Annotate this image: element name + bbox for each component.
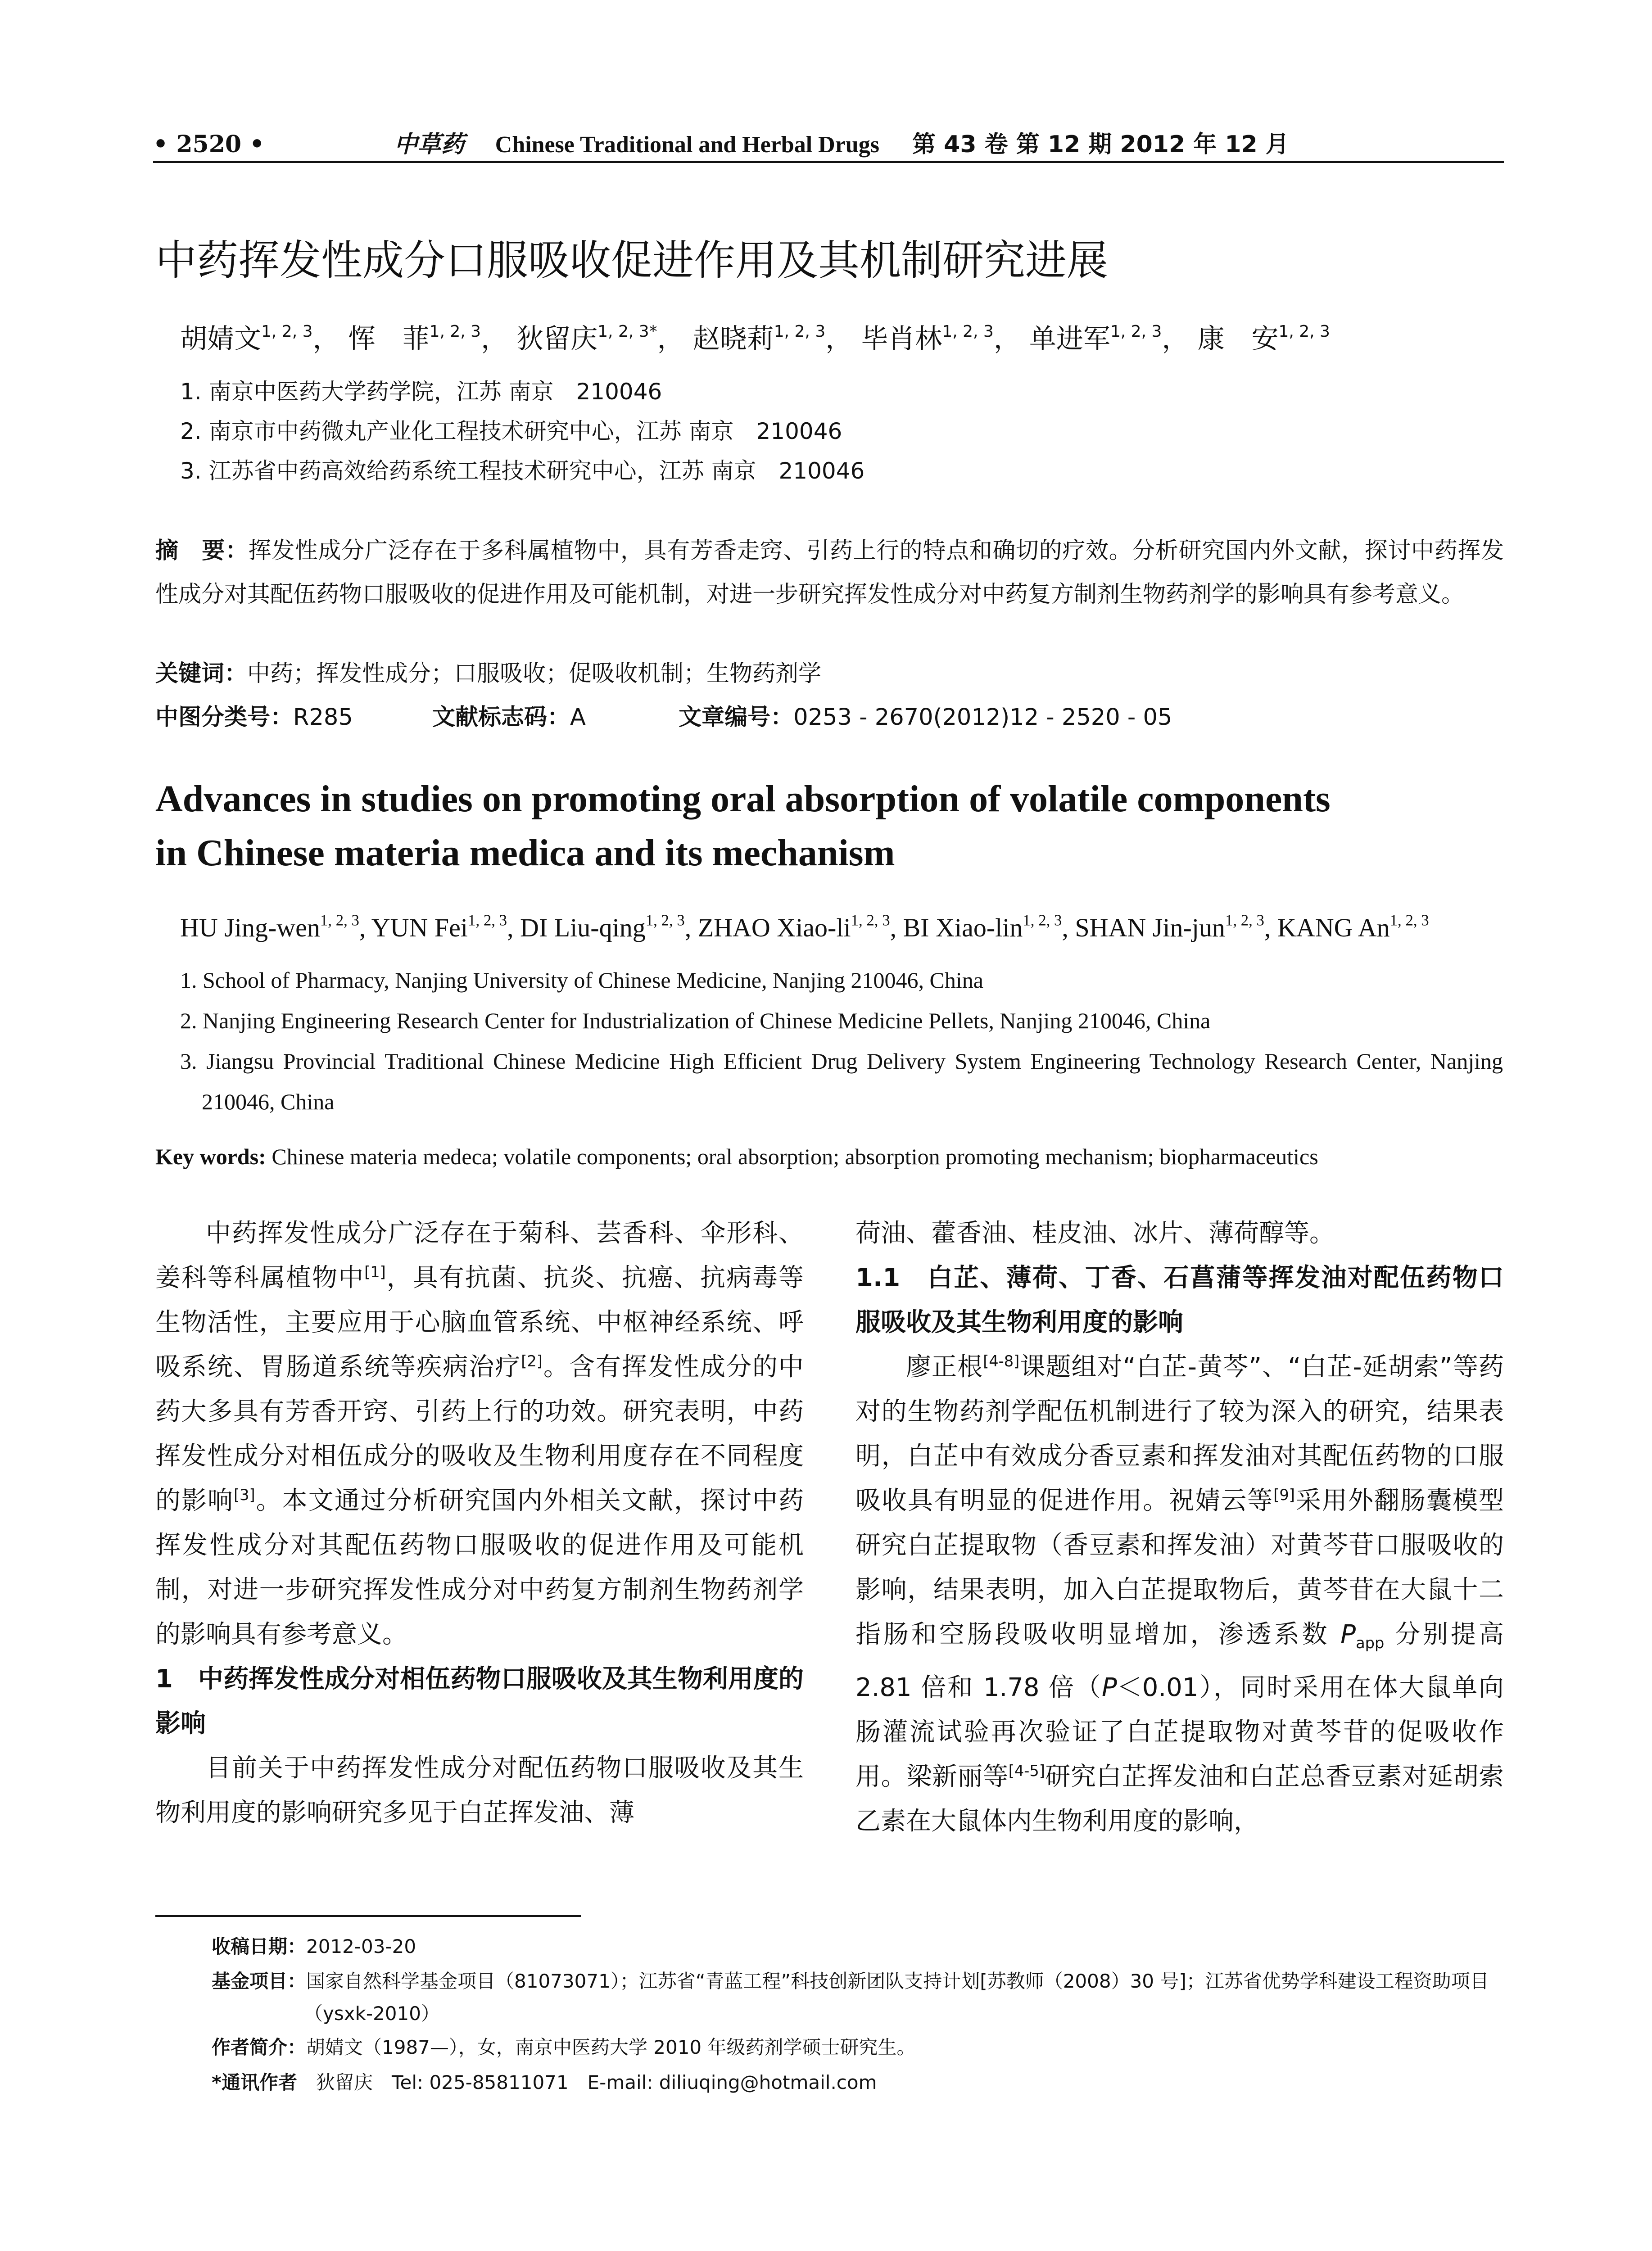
- keywords-text: 中药；挥发性成分；口服吸收；促吸收机制；生物药剂学: [247, 660, 822, 687]
- body-right-column: [855, 1211, 1504, 1844]
- author-en: ZHAO Xiao-li$^{1, 2, 3}$,: [697, 912, 903, 943]
- footnote-received: 收稿日期：2012-03-20: [212, 1935, 416, 1957]
- keywords-cn: [155, 652, 1504, 696]
- clc-value: R285: [293, 704, 353, 731]
- page-number: • 2520 •: [153, 131, 265, 158]
- author-en: SHAN Jin-jun$^{1, 2, 3}$,: [1075, 912, 1277, 943]
- article-label: 文章编号：: [679, 704, 794, 731]
- footnote-correspondence: *通讯作者 狄留庆 Tel: 025-85811071 E-mail: diliuqing@hotmail.com: [212, 2071, 877, 2093]
- affiliation-en-1: 1. School of Pharmacy, Nanjing University of Chinese Medicine, Nanjing 210046, China: [180, 967, 983, 993]
- keywords-en-text: Chinese materia medeca; volatile components; oral absorption; absorption promoting mechanism; biopharmaceutics: [272, 1144, 1318, 1169]
- citation: [4-5]: [1008, 1762, 1045, 1780]
- author-cn: 毕肖林$^{1, 2, 3}$，: [861, 322, 1021, 355]
- issue-info: 第 43 卷 第 12 期 2012 年 12 月: [912, 131, 1289, 158]
- author-cn: 恽 菲$^{1, 2, 3}$，: [348, 322, 508, 355]
- paragraph: 荷油、藿香油、桂皮油、冰片、薄荷醇等。: [855, 1219, 1335, 1248]
- journal-name-en: Chinese Traditional and Herbal Drugs: [495, 132, 879, 158]
- author-en: HU Jing-wen$^{1, 2, 3}$,: [180, 912, 371, 943]
- section-heading-1-1: 1.1 白芷、薄荷、丁香、石菖蒲等挥发油对配伍药物口服吸收及其生物利用度的影响: [855, 1263, 1504, 1337]
- journal-name-cn: 中草药: [394, 131, 465, 158]
- author-en: YUN Fei$^{1, 2, 3}$,: [371, 912, 520, 943]
- footnote-author: 作者简介：胡婧文（1987—），女，南京中医药大学 2010 年级药剂学硕士研究生。: [212, 2036, 916, 2058]
- affiliation-cn-1: 1. 南京中医药大学药学院，江苏 南京 210046: [180, 379, 662, 405]
- title-en-line2: in Chinese materia medica and its mechanism: [155, 832, 895, 874]
- author-en: DI Liu-qing$^{1, 2, 3}$,: [520, 912, 698, 943]
- paragraph: 目前关于中药挥发性成分对配伍药物口服吸收及其生物利用度的影响研究多见于白芷挥发油、薄: [155, 1754, 804, 1827]
- paragraph: 中药挥发性成分广泛存在于菊科、芸香科、伞形科、姜科等科属植物中[1]，具有抗菌、抗炎、抗癌、抗病毒等生物活性，主要应用于心脑血管系统、中枢神经系统、呼吸系统、胃肠道系统等疾病治疗[2]。含有挥发性成分的中药大多具有芳香开窍、引药上行的功效。研究表明，中药挥发性成分对相伍成分的吸收及生物利用度存在不同程度的影响[3]。本文通过分析研究国内外相关文献，探讨中药挥发性成分对其配伍药物口服吸收的促进作用及可能机制，对进一步研究挥发性成分对中药复方制剂生物药剂学的影响具有参考意义。: [155, 1219, 804, 1649]
- doc-label: 文献标志码：: [432, 704, 570, 731]
- abstract-label: 摘 要：: [155, 538, 249, 564]
- citation: [2]: [521, 1352, 543, 1370]
- abstract-cn: [155, 529, 1504, 616]
- author-cn: 康 安$^{1, 2, 3}$: [1197, 322, 1330, 355]
- author-cn: 胡婧文$^{1, 2, 3}$，: [180, 322, 340, 355]
- author-en: BI Xiao-lin$^{1, 2, 3}$,: [903, 912, 1075, 943]
- keywords-en-label: Key words:: [155, 1144, 266, 1169]
- affiliation-cn-2: 2. 南京市中药微丸产业化工程技术研究中心，江苏 南京 210046: [180, 418, 842, 444]
- affiliation-en-2: 2. Nanjing Engineering Research Center for Industrialization of Chinese Medicine Pellets, Nanjing 210046, China: [180, 1008, 1211, 1033]
- section-heading-1: 1 中药挥发性成分对相伍药物口服吸收及其生物利用度的影响: [155, 1664, 804, 1738]
- authors-en: [180, 912, 1429, 943]
- citation: [1]: [364, 1263, 386, 1281]
- classification-line: [155, 696, 1504, 739]
- title-en: [155, 772, 1331, 880]
- body-left-column: [155, 1211, 804, 1835]
- abstract-text: 挥发性成分广泛存在于多科属植物中，具有芳香走窍、引药上行的特点和确切的疗效。分析研究国内外文献，探讨中药挥发性成分对其配伍药物口服吸收的促进作用及可能机制，对进一步研究挥发性成分对中药复方制剂生物药剂学的影响具有参考意义。: [155, 538, 1504, 608]
- author-cn: 单进军$^{1, 2, 3}$，: [1029, 322, 1189, 355]
- article-value: 0253 - 2670(2012)12 - 2520 - 05: [793, 704, 1172, 731]
- author-en: KANG An$^{1, 2, 3}$: [1277, 912, 1429, 943]
- citation: [3]: [234, 1486, 255, 1504]
- author-cn: 赵晓莉$^{1, 2, 3}$，: [692, 322, 853, 355]
- citation: [9]: [1273, 1486, 1295, 1504]
- affiliation-en-3: 3. Jiangsu Provincial Traditional Chinese Medicine High Efficient Drug Delivery System Engineering Technology Research Center, Nanjing 210046, China: [180, 1049, 1503, 1114]
- running-header: [153, 125, 1504, 159]
- footnote-rule: [155, 1915, 581, 1917]
- header-rule: [153, 161, 1504, 163]
- clc-label: 中图分类号：: [155, 704, 294, 731]
- affiliation-cn-3: 3. 江苏省中药高效给药系统工程技术研究中心，江苏 南京 210046: [180, 458, 865, 484]
- keywords-label: 关键词：: [155, 660, 248, 687]
- author-cn: 狄留庆$^{1, 2, 3*}$，: [516, 322, 684, 355]
- footnote-fund: 基金项目：国家自然科学基金项目（81073071）；江苏省“青蓝工程”科技创新团队支持计划[苏教师（2008）30 号]；江苏省优势学科建设工程资助项目（ysxk-2010）: [212, 1970, 1489, 2025]
- title-cn: 中药挥发性成分口服吸收促进作用及其机制研究进展: [155, 236, 1109, 285]
- title-en-line1: Advances in studies on promoting oral absorption of volatile components: [155, 778, 1331, 820]
- keywords-en: [155, 1144, 1506, 1170]
- citation: [4-8]: [983, 1352, 1020, 1370]
- paragraph: 廖正根[4-8]课题组对“白芷-黄芩”、“白芷-延胡索”等药对的生物药剂学配伍机制进行了较为深入的研究，结果表明，白芷中有效成分香豆素和挥发油对其配伍药物的口服吸收具有明显的促进作用。祝婧云等[9]采用外翻肠囊模型研究白芷提取物（香豆素和挥发油）对黄芩苷口服吸收的影响，结果表明，加入白芷提取物后，黄芩苷在大鼠十二指肠和空肠段吸收明显增加，渗透系数 $P_{app}$ 分别提高 2.81 倍和 1.78 倍（P＜0.01），同时采用在体大鼠单向肠灌流试验再次验证了白芷提取物对黄芩苷的促吸收作用。梁新丽等[4-5]研究白芷挥发油和白芷总香豆素对延胡索乙素在大鼠体内生物利用度的影响，: [855, 1352, 1504, 1836]
- authors-cn: [180, 317, 1330, 356]
- doc-value: A: [570, 704, 586, 731]
